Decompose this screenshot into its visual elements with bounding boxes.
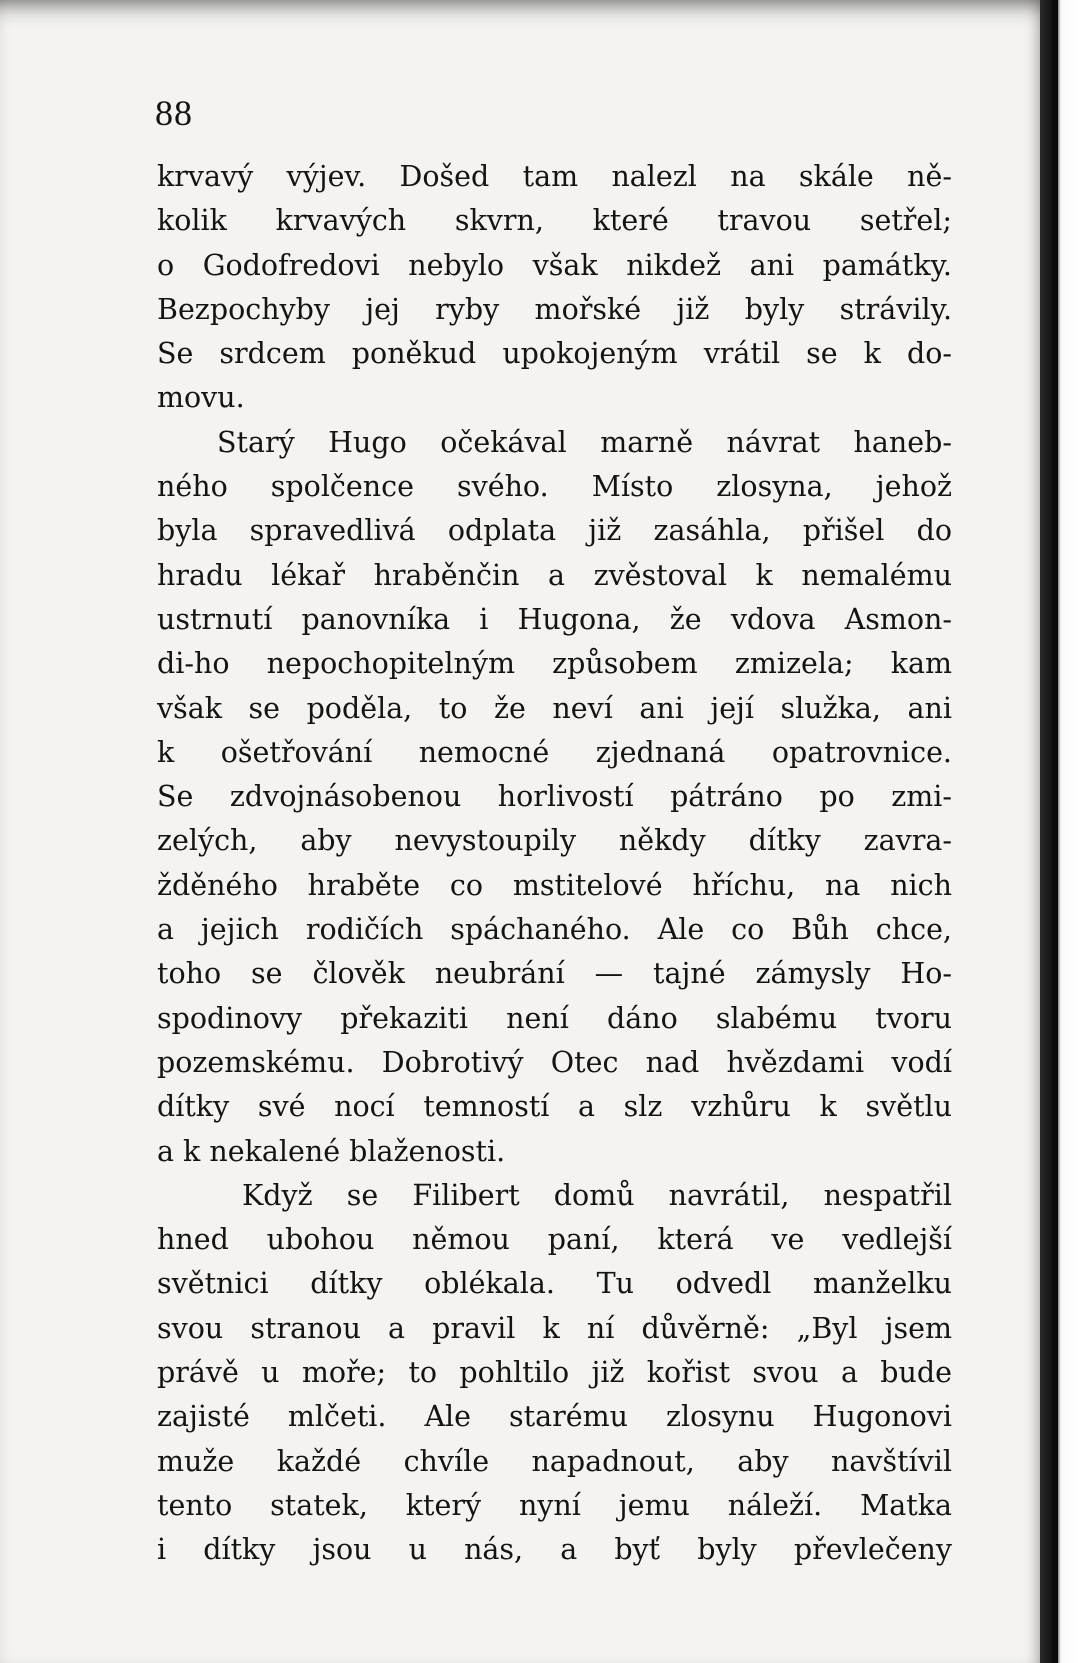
text-line: Se srdcem poněkud upokojeným vrátil se k do- — [157, 337, 952, 371]
page-edge — [1040, 0, 1078, 1663]
text-line: i dítky jsou u nás, a byť byly převlečeny — [157, 1533, 952, 1567]
text-line: pozemskému. Dobrotivý Otec nad hvězdami vodí — [157, 1045, 952, 1079]
text-line: Bezpochyby jej ryby mořské již byly strávily. — [157, 292, 952, 326]
text-line: kolik krvavých skvrn, které travou setřel; — [157, 204, 952, 238]
text-line: svou stranou a pravil k ní důvěrně: „Byl jsem — [157, 1311, 952, 1345]
text-line: hradu lékař hraběnčin a zvěstoval k nemalému — [157, 558, 952, 592]
text-line: žděného hraběte co mstitelové hříchu, na nich — [157, 868, 952, 902]
text-line: ustrnutí panovníka i Hugona, že vdova Asmon- — [157, 602, 952, 636]
text-line: spodinovy překaziti není dáno slabému tvoru — [157, 1001, 952, 1035]
paragraph-start-line: Starý Hugo očekával marně návrat haneb- — [217, 425, 952, 459]
text-line: zajisté mlčeti. Ale starému zlosynu Hugonovi — [157, 1400, 952, 1434]
text-line: tento statek, který nyní jemu náleží. Matka — [157, 1488, 952, 1522]
page-number: 88 — [155, 93, 193, 133]
body-text — [157, 155, 952, 1573]
text-line: di-ho nepochopitelným způsobem zmizela; kam — [157, 647, 952, 681]
text-line: a k nekalené blaženosti. — [157, 1134, 506, 1168]
text-line: a jejich rodičích spáchaného. Ale co Bůh chce, — [157, 913, 952, 947]
text-line: Se zdvojnásobenou horlivostí pátráno po zmi- — [157, 780, 952, 814]
text-line: byla spravedlivá odplata již zasáhla, přišel do — [157, 514, 952, 548]
text-line: toho se člověk neubrání — tajné zámysly Ho- — [157, 957, 952, 991]
text-line: muže každé chvíle napadnout, aby navštívil — [157, 1444, 952, 1478]
text-line: zelých, aby nevystoupily někdy dítky zavra- — [157, 824, 952, 858]
text-line: o Godofredovi nebylo však nikdež ani památky. — [157, 248, 952, 282]
text-line: ného spolčence svého. Místo zlosyna, jehož — [157, 470, 952, 504]
text-line: hned ubohou němou paní, která ve vedlejší — [157, 1223, 952, 1257]
text-line: dítky své nocí temností a slz vzhůru k světlu — [157, 1090, 952, 1124]
paragraph-start-line: Když se Filibert domů navrátil, nespatřil — [242, 1178, 952, 1212]
text-line: movu. — [157, 381, 245, 415]
binding-edge-line — [1052, 0, 1058, 1663]
text-line: světnici dítky oblékala. Tu odvedl manželku — [157, 1267, 952, 1301]
text-line: právě u moře; to pohltilo již kořist svou a bude — [157, 1356, 952, 1390]
text-line: krvavý výjev. Došed tam nalezl na skále ně- — [157, 160, 952, 193]
text-line: k ošetřování nemocné zjednaná opatrovnice. — [157, 735, 952, 769]
text-line: však se poděla, to že neví ani její služka, ani — [157, 691, 952, 725]
